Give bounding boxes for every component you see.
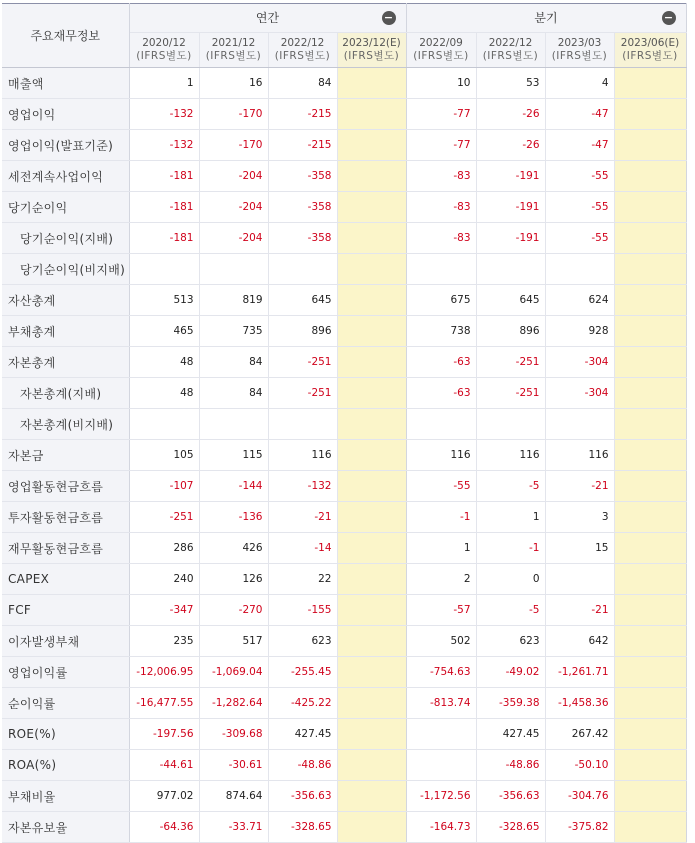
table-cell: -30.61 (199, 750, 268, 781)
table-cell (337, 781, 406, 812)
table-cell: 1 (476, 502, 545, 533)
table-cell: 240 (129, 564, 199, 595)
table-cell: 115 (199, 440, 268, 471)
table-cell (614, 657, 686, 688)
table-cell: 16 (199, 68, 268, 99)
table-cell: 84 (268, 68, 337, 99)
row-label: 영업활동현금흐름 (2, 471, 129, 502)
table-cell: 53 (476, 68, 545, 99)
table-cell (129, 254, 199, 285)
table-cell: 819 (199, 285, 268, 316)
row-label: 영업이익(발표기준) (2, 130, 129, 161)
table-cell: -77 (406, 130, 476, 161)
table-cell (337, 533, 406, 564)
table-cell (614, 409, 686, 440)
table-cell (614, 254, 686, 285)
table-cell: -33.71 (199, 812, 268, 843)
table-cell: -1,261.71 (545, 657, 614, 688)
collapse-quarter-icon[interactable]: − (662, 11, 676, 25)
table-row (2, 719, 686, 750)
table-cell: -16,477.55 (129, 688, 199, 719)
table-row (2, 750, 686, 781)
table-cell: -170 (199, 99, 268, 130)
table-row (2, 409, 686, 440)
row-label: 당기순이익 (2, 192, 129, 223)
column-basis: (IFRS별도) (551, 50, 608, 62)
table-cell: -63 (406, 378, 476, 409)
table-cell: 738 (406, 316, 476, 347)
group-label-quarter: 분기 (534, 11, 558, 25)
group-label-annual: 연간 (255, 11, 280, 25)
table-cell: -155 (268, 595, 337, 626)
table-cell: -251 (268, 347, 337, 378)
table-cell (337, 719, 406, 750)
table-cell: -164.73 (406, 812, 476, 843)
table-cell (614, 626, 686, 657)
table-cell: 624 (545, 285, 614, 316)
table-cell: -251 (476, 378, 545, 409)
table-cell: -358 (268, 192, 337, 223)
table-row (2, 657, 686, 688)
table-cell: -270 (199, 595, 268, 626)
table-cell (614, 130, 686, 161)
row-label: 부채총계 (2, 316, 129, 347)
table-cell: -347 (129, 595, 199, 626)
table-cell: -309.68 (199, 719, 268, 750)
table-cell: -1 (406, 502, 476, 533)
column-period: 2022/09 (419, 37, 463, 49)
table-cell: -49.02 (476, 657, 545, 688)
table-cell: -328.65 (476, 812, 545, 843)
table-cell (337, 409, 406, 440)
row-label: 세전계속사업이익 (2, 161, 129, 192)
column-basis: (IFRS별도) (413, 50, 469, 62)
table-row (2, 161, 686, 192)
table-cell (129, 409, 199, 440)
table-cell: -304.76 (545, 781, 614, 812)
table-cell: 10 (406, 68, 476, 99)
table-cell (614, 781, 686, 812)
table-cell (614, 750, 686, 781)
table-row (2, 533, 686, 564)
table-cell: 15 (545, 533, 614, 564)
table-cell: -44.61 (129, 750, 199, 781)
table-cell: -425.22 (268, 688, 337, 719)
row-label: ROE(%) (2, 719, 129, 750)
table-cell (337, 68, 406, 99)
table-row (2, 223, 686, 254)
table-cell: -55 (545, 161, 614, 192)
column-basis: (IFRS별도) (482, 50, 539, 62)
table-cell: -55 (406, 471, 476, 502)
table-cell: -47 (545, 99, 614, 130)
table-row (2, 688, 686, 719)
table-cell: -181 (129, 161, 199, 192)
table-cell: -55 (545, 192, 614, 223)
table-cell: 427.45 (268, 719, 337, 750)
table-cell (337, 750, 406, 781)
table-cell (337, 378, 406, 409)
table-row (2, 130, 686, 161)
table-cell (337, 192, 406, 223)
table-cell (545, 409, 614, 440)
table-cell: 22 (268, 564, 337, 595)
row-label: 자산총계 (2, 285, 129, 316)
table-cell (614, 533, 686, 564)
table-cell: 286 (129, 533, 199, 564)
row-label: 자본총계(지배) (2, 378, 129, 409)
table-cell: -21 (268, 502, 337, 533)
table-cell: -83 (406, 192, 476, 223)
table-cell: 84 (199, 378, 268, 409)
table-cell: 513 (129, 285, 199, 316)
table-cell: -191 (476, 161, 545, 192)
table-cell: 116 (406, 440, 476, 471)
table-cell: -21 (545, 595, 614, 626)
table-cell (199, 254, 268, 285)
table-cell: -356.63 (268, 781, 337, 812)
table-cell: -57 (406, 595, 476, 626)
column-basis: (IFRS별도) (343, 50, 400, 62)
table-cell: -107 (129, 471, 199, 502)
table-cell: -251 (268, 378, 337, 409)
row-label: 재무활동현금흐름 (2, 533, 129, 564)
table-cell: 427.45 (476, 719, 545, 750)
table-cell: 623 (476, 626, 545, 657)
group-header-annual (129, 4, 406, 33)
row-label: CAPEX (2, 564, 129, 595)
table-cell: 896 (268, 316, 337, 347)
column-basis: (IFRS별도) (136, 50, 192, 62)
row-label: 이자발생부채 (2, 626, 129, 657)
table-cell (614, 471, 686, 502)
table-cell (337, 161, 406, 192)
table-cell: -358 (268, 161, 337, 192)
column-basis: (IFRS별도) (205, 50, 262, 62)
table-cell (268, 254, 337, 285)
table-cell (337, 99, 406, 130)
table-cell: -204 (199, 161, 268, 192)
column-header (406, 33, 476, 68)
table-cell (545, 254, 614, 285)
table-cell: -251 (476, 347, 545, 378)
table-cell (614, 688, 686, 719)
table-cell: -47 (545, 130, 614, 161)
table-cell: -26 (476, 130, 545, 161)
table-cell (614, 595, 686, 626)
table-cell: -204 (199, 192, 268, 223)
table-cell (614, 719, 686, 750)
table-cell: 116 (268, 440, 337, 471)
row-label: 자본총계 (2, 347, 129, 378)
table-cell: -132 (129, 130, 199, 161)
table-cell: -328.65 (268, 812, 337, 843)
row-label: 영업이익률 (2, 657, 129, 688)
table-cell: -255.45 (268, 657, 337, 688)
table-cell (614, 502, 686, 533)
table-cell: -170 (199, 130, 268, 161)
column-period: 2023/06(E) (620, 37, 680, 49)
table-cell: -181 (129, 192, 199, 223)
table-cell: 105 (129, 440, 199, 471)
table-row (2, 440, 686, 471)
table-row (2, 626, 686, 657)
table-cell: 642 (545, 626, 614, 657)
table-cell: 623 (268, 626, 337, 657)
table-cell: 517 (199, 626, 268, 657)
column-basis: (IFRS별도) (274, 50, 331, 62)
table-cell: -191 (476, 223, 545, 254)
row-label: 자본총계(비지배) (2, 409, 129, 440)
table-cell: 465 (129, 316, 199, 347)
row-label: 순이익률 (2, 688, 129, 719)
column-period: 2023/12(E) (342, 37, 401, 49)
table-row (2, 812, 686, 843)
table-cell: 3 (545, 502, 614, 533)
row-label: 영업이익 (2, 99, 129, 130)
table-cell (337, 564, 406, 595)
financial-summary-table (2, 3, 687, 843)
table-cell: -191 (476, 192, 545, 223)
table-cell (337, 626, 406, 657)
table-cell: -304 (545, 347, 614, 378)
table-cell (614, 564, 686, 595)
table-row (2, 378, 686, 409)
table-cell (406, 254, 476, 285)
table-cell: 267.42 (545, 719, 614, 750)
column-period: 2020/12 (142, 37, 186, 49)
group-header-quarter (406, 4, 686, 33)
table-cell: -136 (199, 502, 268, 533)
table-cell: -83 (406, 161, 476, 192)
table-cell (337, 285, 406, 316)
table-cell: -204 (199, 223, 268, 254)
table-cell (337, 688, 406, 719)
table-cell (337, 440, 406, 471)
table-cell (614, 68, 686, 99)
column-header (614, 33, 686, 68)
table-cell: 977.02 (129, 781, 199, 812)
table-cell: 48 (129, 347, 199, 378)
table-cell: 735 (199, 316, 268, 347)
table-cell (406, 719, 476, 750)
table-row (2, 316, 686, 347)
table-cell (614, 285, 686, 316)
row-label: ROA(%) (2, 750, 129, 781)
table-cell: 675 (406, 285, 476, 316)
table-cell: -5 (476, 595, 545, 626)
table-cell (614, 223, 686, 254)
table-cell: -21 (545, 471, 614, 502)
table-cell: 1 (406, 533, 476, 564)
table-cell (337, 812, 406, 843)
table-cell: 48 (129, 378, 199, 409)
table-cell (268, 409, 337, 440)
column-period: 2021/12 (211, 37, 256, 49)
table-cell (545, 564, 614, 595)
column-header (199, 33, 268, 68)
table-cell: 0 (476, 564, 545, 595)
table-cell: 645 (268, 285, 337, 316)
table-cell (614, 812, 686, 843)
table-cell: 4 (545, 68, 614, 99)
table-cell (614, 99, 686, 130)
table-cell: -1,172.56 (406, 781, 476, 812)
table-cell: 126 (199, 564, 268, 595)
table-row (2, 254, 686, 285)
table-cell (337, 502, 406, 533)
table-cell (406, 409, 476, 440)
table-cell: 502 (406, 626, 476, 657)
table-row (2, 285, 686, 316)
table-cell: -63 (406, 347, 476, 378)
table-cell: -50.10 (545, 750, 614, 781)
column-period: 2022/12 (280, 37, 325, 49)
table-cell: -754.63 (406, 657, 476, 688)
table-row (2, 781, 686, 812)
table-cell: -181 (129, 223, 199, 254)
table-cell (476, 254, 545, 285)
table-row (2, 99, 686, 130)
table-row (2, 471, 686, 502)
table-cell (199, 409, 268, 440)
row-label: 부채비율 (2, 781, 129, 812)
table-cell: -48.86 (476, 750, 545, 781)
table-cell: -356.63 (476, 781, 545, 812)
table-cell: -251 (129, 502, 199, 533)
table-cell: -304 (545, 378, 614, 409)
table-cell: -132 (129, 99, 199, 130)
table-cell (337, 595, 406, 626)
row-label: 매출액 (2, 68, 129, 99)
table-cell: -375.82 (545, 812, 614, 843)
table-cell: -55 (545, 223, 614, 254)
table-cell: -1,069.04 (199, 657, 268, 688)
table-cell: 645 (476, 285, 545, 316)
row-label: 당기순이익(비지배) (2, 254, 129, 285)
table-cell (614, 161, 686, 192)
table-cell: 874.64 (199, 781, 268, 812)
corner-label: 주요재무정보 (2, 4, 129, 68)
row-label: 투자활동현금흐름 (2, 502, 129, 533)
table-cell (337, 347, 406, 378)
table-row (2, 192, 686, 223)
table-cell: -215 (268, 99, 337, 130)
table-cell (614, 347, 686, 378)
table-cell: 235 (129, 626, 199, 657)
table-cell: -144 (199, 471, 268, 502)
table-cell: -215 (268, 130, 337, 161)
column-header (129, 33, 199, 68)
table-cell: -64.36 (129, 812, 199, 843)
table-cell: -12,006.95 (129, 657, 199, 688)
column-header (337, 33, 406, 68)
column-period: 2022/12 (488, 37, 533, 49)
row-label: 자본금 (2, 440, 129, 471)
table-cell (614, 316, 686, 347)
table-row (2, 564, 686, 595)
table-cell: -1 (476, 533, 545, 564)
table-cell: 1 (129, 68, 199, 99)
table-cell: -197.56 (129, 719, 199, 750)
table-cell: -1,458.36 (545, 688, 614, 719)
table-cell: -26 (476, 99, 545, 130)
table-cell: -1,282.64 (199, 688, 268, 719)
table-cell: 896 (476, 316, 545, 347)
table-cell (614, 440, 686, 471)
table-cell (476, 409, 545, 440)
row-label: FCF (2, 595, 129, 626)
column-header (268, 33, 337, 68)
table-cell: -5 (476, 471, 545, 502)
table-cell (337, 657, 406, 688)
table-cell: 116 (545, 440, 614, 471)
table-row (2, 595, 686, 626)
table-cell (337, 316, 406, 347)
table-row (2, 502, 686, 533)
table-cell (337, 471, 406, 502)
table-row (2, 347, 686, 378)
table-cell: -358 (268, 223, 337, 254)
table-cell (614, 378, 686, 409)
table-cell (614, 192, 686, 223)
row-label: 당기순이익(지배) (2, 223, 129, 254)
table-cell: 928 (545, 316, 614, 347)
table-cell (337, 223, 406, 254)
column-period: 2023/03 (557, 37, 602, 49)
table-cell (406, 750, 476, 781)
collapse-annual-icon[interactable]: − (382, 11, 396, 25)
table-cell: -48.86 (268, 750, 337, 781)
table-row (2, 68, 686, 99)
table-cell: -83 (406, 223, 476, 254)
column-basis: (IFRS별도) (622, 50, 678, 62)
column-header (545, 33, 614, 68)
table-cell: -813.74 (406, 688, 476, 719)
table-cell: 116 (476, 440, 545, 471)
table-cell: -132 (268, 471, 337, 502)
table-cell: -77 (406, 99, 476, 130)
row-label: 자본유보율 (2, 812, 129, 843)
column-header (476, 33, 545, 68)
table-cell (337, 130, 406, 161)
table-cell: -359.38 (476, 688, 545, 719)
table-cell (337, 254, 406, 285)
table-cell: 2 (406, 564, 476, 595)
table-cell: -14 (268, 533, 337, 564)
table-cell: 84 (199, 347, 268, 378)
table-cell: 426 (199, 533, 268, 564)
